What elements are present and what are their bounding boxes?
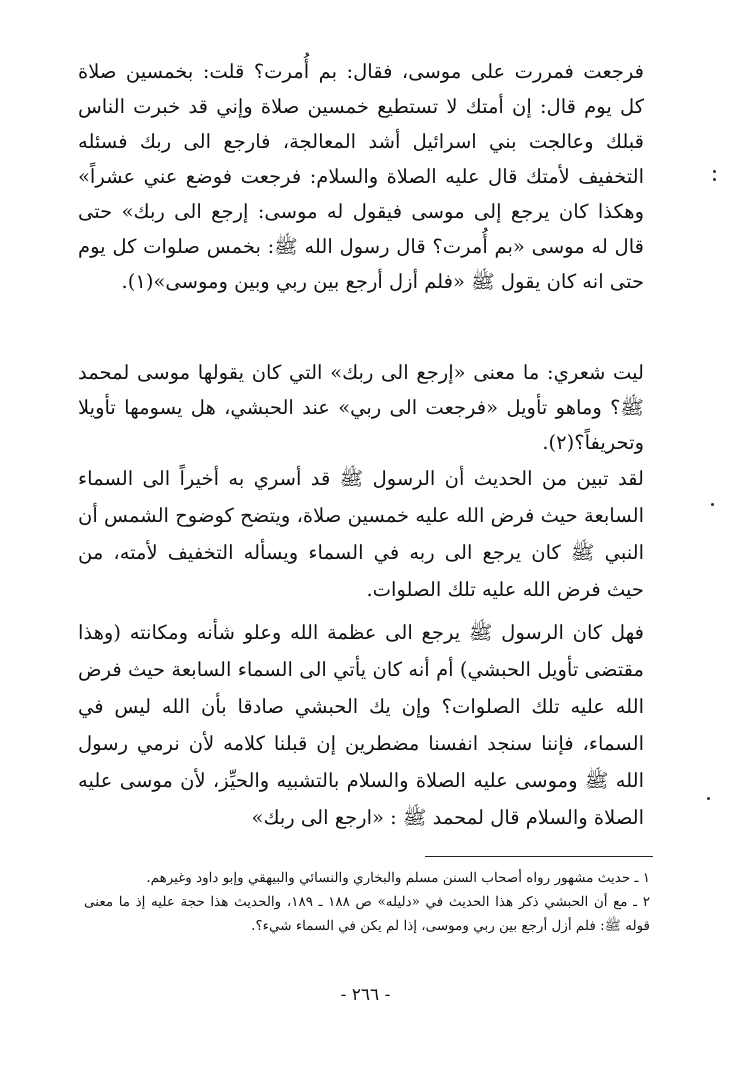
footnotes (84, 866, 650, 938)
footnote-1: ١ ـ حديث مشهور رواه أصحاب السنن مسلم والبخاري والنسائي والبيهقي وإبو داود وغيرهم. (146, 870, 650, 886)
margin-speck (707, 797, 710, 800)
paragraph-explanation (78, 460, 644, 608)
paragraph-text: لقد تبين من الحديث أن الرسول ﷺ قد أسري به أخيراً الى السماء السابعة حيث فرض الله عليه خمسين صلاة، ويتضح كوضوح الشمس أن النبي ﷺ كان يرجع الى ربه في السماء ويسأله التخفيف لأمته، من حيث فرض الله عليه تلك الصلوات. (78, 467, 644, 601)
paragraph-text: ليت شعري: ما معنى «إرجع الى ربك» التي كان يقولها موسى لمحمد ﷺ؟ وماهو تأويل «فرجعت الى ربي» عند الحبشي، هل يسومها تأويلا وتحريفاً؟(٢). (78, 361, 644, 454)
paragraph-hadith-narration (78, 54, 644, 299)
footnote-separator (425, 856, 653, 857)
paragraph-question (78, 355, 644, 460)
margin-speck (713, 170, 716, 173)
paragraph-text: فهل كان الرسول ﷺ يرجع الى عظمة الله وعلو شأنه ومكانته (وهذا مقتضى تأويل الحبشي) أم أنه كان يأتي الى السماء السابعة حيث فرض الله عليه تلك الصلوات؟ وإن يك الحبشي صادقا بأن الله ليس في السماء، فإننا سنجد انفسنا مضطرين إن قبلنا كلامه لأن نرمي رسول الله ﷺ وموسى عليه الصلاة والسلام بالتشبيه والحيِّز، لأن موسى عليه الصلاة والسلام قال لمحمد ﷺ : «ارجع الى ربك» (78, 621, 644, 829)
page-number: - ٢٦٦ - (340, 985, 391, 1005)
margin-speck (711, 503, 714, 506)
footnote-2: ٢ ـ مع أن الحبشي ذكر هذا الحديث في «دليله» ص ١٨٨ ـ ١٨٩، والحديث هذا حجة عليه إذ ما معنى قوله ﷺ: فلم أزل أرجع بين ربي وموسى، إذا لم يكن في السماء شيء؟. (84, 894, 650, 934)
paragraph-argument (78, 614, 644, 836)
margin-speck (713, 178, 716, 181)
paragraph-text: فرجعت فمررت على موسى، فقال: بم أُمرت؟ قلت: بخمسين صلاة كل يوم قال: إن أمتك لا تستطيع خمسين صلاة وإني قد خبرت الناس قبلك وعالجت بني اسرائيل أشد المعالجة، فارجع الى ربك فسئله التخفيف لأمتك قال عليه الصلاة والسلام: فرجعت فوضع عني عشراً» وهكذا كان يرجع إلى موسى فيقول له موسى: إرجع الى ربك» حتى قال له موسى «بم أُمرت؟ قال رسول الله ﷺ: بخمس صلوات كل يوم حتى انه كان يقول ﷺ «فلم أزل أرجع بين ربي وبين وموسى»(١). (78, 60, 644, 293)
